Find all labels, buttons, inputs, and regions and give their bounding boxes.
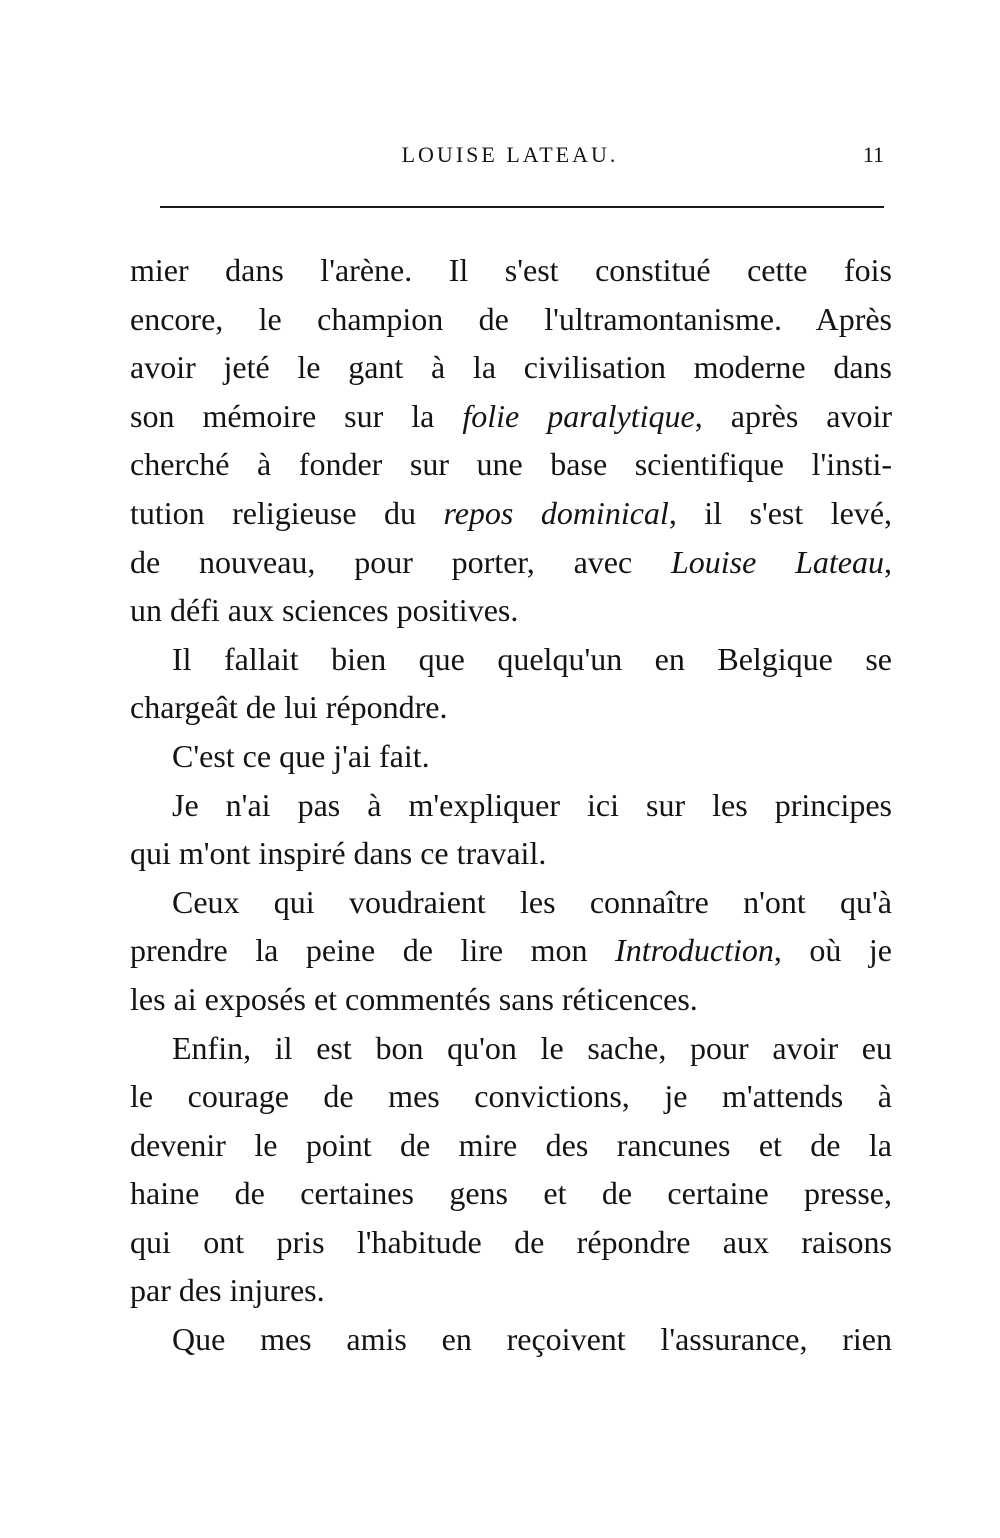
text-line: chargeât de lui répondre. bbox=[130, 689, 448, 726]
text-line: par des injures. bbox=[130, 1272, 325, 1309]
text-line bbox=[130, 926, 892, 975]
text-run: tution religieuse du bbox=[130, 494, 444, 531]
header-rule bbox=[160, 206, 884, 208]
text-line: Enfin, il est bon qu'on le sache, pour avoir eu bbox=[172, 1029, 892, 1066]
text-line bbox=[130, 392, 892, 441]
italic-title: folie paralytique bbox=[462, 397, 695, 434]
text-line: devenir le point de mire des rancunes et de la bbox=[130, 1126, 892, 1163]
text-line: Que mes amis en reçoivent l'assurance, rien bbox=[172, 1321, 892, 1358]
text-line: mier dans l'arène. Il s'est constitué cette fois bbox=[130, 252, 892, 288]
text-line: qui ont pris l'habitude de répondre aux raisons bbox=[130, 1223, 892, 1260]
text-run: , après avoir bbox=[694, 397, 892, 434]
text-line: encore, le champion de l'ultramontanisme. Après bbox=[130, 300, 892, 337]
running-title: LOUISE LATEAU. bbox=[401, 142, 619, 167]
text-line: cherché à fonder sur une base scientifique l'insti- bbox=[130, 446, 892, 483]
text-line: les ai exposés et commentés sans réticences. bbox=[130, 980, 698, 1017]
text-run: prendre la peine de lire mon bbox=[130, 932, 616, 969]
text-line: le courage de mes convictions, je m'attends à bbox=[130, 1078, 892, 1115]
body-text bbox=[130, 246, 892, 1364]
text-run: , où je bbox=[773, 932, 892, 969]
text-line: qui m'ont inspiré dans ce travail. bbox=[130, 835, 547, 872]
text-line: avoir jeté le gant à la civilisation moderne dans bbox=[130, 349, 892, 386]
text-run: de nouveau, pour porter, avec bbox=[130, 543, 671, 580]
text-line: un défi aux sciences positives. bbox=[130, 592, 519, 629]
text-line: Je n'ai pas à m'expliquer ici sur les principes bbox=[172, 786, 892, 823]
italic-title: Louise Lateau bbox=[670, 543, 885, 580]
text-line bbox=[130, 538, 892, 587]
italic-title: repos dominical bbox=[443, 494, 669, 531]
text-line: C'est ce que j'ai fait. bbox=[172, 737, 430, 774]
text-run: , bbox=[884, 543, 892, 580]
page-number: 11 bbox=[862, 142, 884, 167]
running-head bbox=[130, 142, 890, 176]
text-line: Ceux qui voudraient les connaître n'ont qu'à bbox=[172, 883, 892, 920]
text-run: , il s'est levé, bbox=[668, 494, 892, 531]
text-line: haine de certaines gens et de certaine presse, bbox=[130, 1175, 892, 1212]
text-line bbox=[130, 489, 892, 538]
text-run: son mémoire sur la bbox=[130, 397, 463, 434]
italic-title: Introduction bbox=[615, 932, 774, 969]
text-line: Il fallait bien que quelqu'un en Belgique se bbox=[172, 640, 892, 677]
